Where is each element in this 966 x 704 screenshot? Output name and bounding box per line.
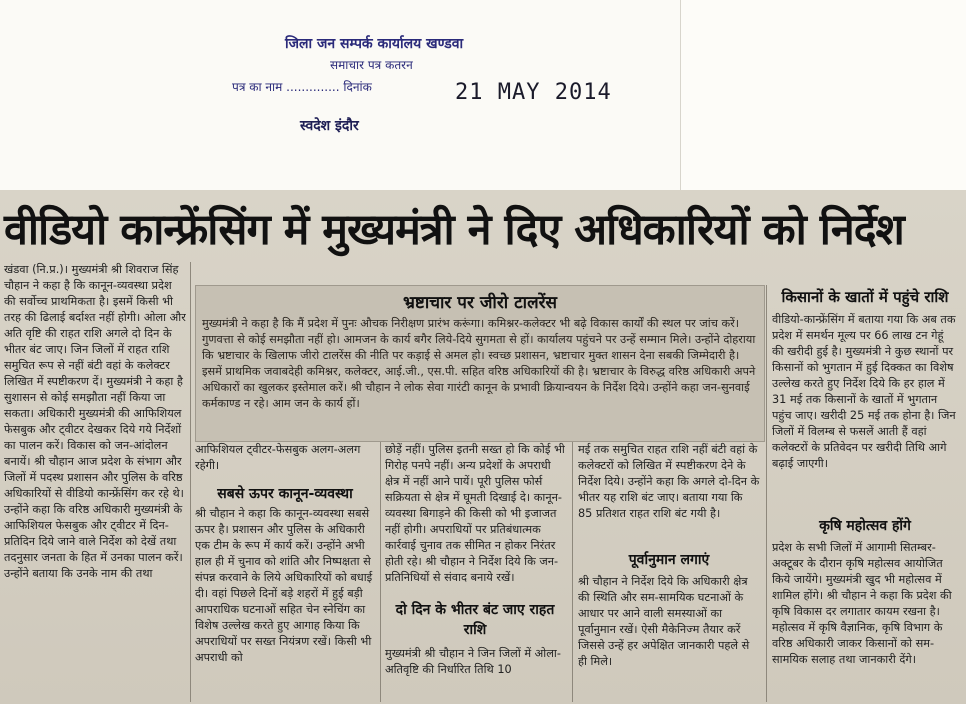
column-1-text: खंडवा (नि.प्र.)। मुख्यमंत्री श्री शिवराज सिंह चौहान ने कहा है कि कानून-व्यवस्था प्रदेश की सर्वोच्च प्राथमिकता है। इसमें किसी भी तरह की ढिलाई बर्दाश्त नहीं होगी। ओला और अति वृष्टि की राहत राशि अगले दो दिन के भीतर बंट जाए। जिन जिलों में राहत राशि समुचित रूप से नहीं बंटी वहां के कलेक्टर लिखित में स्पष्टीकरण दें। मुख्यमंत्री ने कहा है सुशासन से कोई समझौता नहीं किया जा सकता। अधिकारी मुख्यमंत्री की आफिशियल फेसबुक और ट्वीटर देखकर दिये गये निर्देशों का पालन करें। विकास को जन-आंदोलन बनायें। श्री चौहान आज प्रदेश के संभाग और जिलों में पदस्थ प्रशासन और पुलिस के वरिष्ठ अधिकारियों से वीडियो कान्फ्रेंसिंग कर रहे थे। उन्होंने कहा कि वरिष्ठ अधिकारी मुख्यमंत्री के आफिशियल फेसबुक और ट्वीटर में दिन-प्रतिदिन दिये जाने वाले निर्देश को देखें तथा तदनुसार जनता के हित में उनका पालन करें। उन्होंने बताया कि उनके नाम की तथा	[4, 263, 186, 580]
stamp-subtitle: समाचार पत्र कतरन	[330, 58, 413, 72]
column-3-body	[385, 646, 565, 702]
column-3-top	[385, 442, 565, 592]
column-divider	[190, 262, 191, 702]
column-2-top-text: आफिशियल ट्वीटर-फेसबुक अलग-अलग रहेगी।	[195, 443, 361, 472]
subhead-law-order: सबसे ऊपर कानून-व्यवस्था	[217, 486, 353, 502]
column-divider	[380, 442, 381, 702]
column-3-body-text: मुख्यमंत्री श्री चौहान ने जिन जिलों में ओला-अतिवृष्टि की निर्धारित तिथि 10	[385, 647, 561, 676]
column-2-body-text: श्री चौहान ने कहा कि कानून-व्यवस्था सबसे ऊपर है। प्रशासन और पुलिस के अधिकारी एक टीम के रूप में कार्य करें। उन्होंने अभी हाल ही में चुनाव को शांति और निष्पक्षता से संपन्न करवाने के लिये अधिकारियों को बधाई दी। वहां पिछले दिनों बड़े शहरों में हुई बड़ी आपराधिक घटनाओं सहित चेन स्नेचिंग का विशेष उल्लेख करते हुए आगाह किया कि अपराधियों पर सख्त नियंत्रण रखें। किसी भी अपराधी को	[195, 507, 373, 664]
column-5-body	[772, 540, 958, 702]
column-divider	[572, 442, 573, 702]
column-3-top-text: छोड़ें नहीं। पुलिस इतनी सख्त हो कि कोई भी गिरोह पनपे नहीं। अन्य प्रदेशों के अपराधी क्षेत्र में नहीं आने पायें। पूरी पुलिस फोर्स सक्रियता से क्षेत्र में घूमती दिखाई दे। कानून-व्यवस्था बिगाड़ने की किसी को भी इजाजत नहीं होगी। अपराधियों पर प्रतिबंधात्मक कार्रवाई चुनाव तक सीमित न होकर निरंतर होती रहे। श्री चौहान ने निर्देश दिये कि जन-प्रतिनिधियों से संवाद बनाये रखें।	[385, 443, 565, 584]
column-4-top-text: मई तक समुचित राहत राशि नहीं बंटी वहां के कलेक्टरों को लिखित में स्पष्टीकरण देने के निर्देश दिये। उन्होंने कहा कि अगले दो-दिन के भीतर यह राशि बंट जाए। बताया गया कि 85 प्रतिशत राहत राशि बंट गयी है।	[578, 443, 760, 520]
subhead-forecast: पूर्वानुमान लगाएं	[628, 552, 710, 568]
box-heading: भ्रष्टाचार पर जीरो टालरेंस	[402, 293, 558, 313]
column-5-top-text: वीडियो-कान्फ्रेंसिंग में बताया गया कि अब तक प्रदेश में समर्थन मूल्य पर 66 लाख टन गेहूं की खरीदी हुई है। मुख्यमंत्री ने कुछ स्थानों पर किसानों को भुगतान में हुई दिक्कत का विशेष उल्लेख करते हुए निर्देश दिये कि हर हाल में 31 मई तक किसानों के खातों में भुगतान पहुंच जाए। खरीदी 25 मई तक होना है। जिन जिलों में विलम्ब से फसलें आती हैं वहां कलेक्टरों के प्रतिवेदन पर खरीदी तिथि आगे बढ़ाई जाएगी।	[772, 313, 956, 470]
column-2-top	[195, 442, 375, 482]
boxed-section	[195, 285, 765, 442]
column-divider	[766, 285, 767, 702]
column-5-body-text: प्रदेश के सभी जिलों में आगामी सितम्बर-अक्टूबर के दौरान कृषि महोत्सव आयोजित किये जायेंगे। मुख्यमंत्री खुद भी महोत्सव में शामिल होंगे। श्री चौहान ने कहा कि प्रदेश की कृषि विकास दर लगातार कायम रखना है। महोत्सव में कृषि वैज्ञानिक, कृषि विभाग के वरिष्ठ अधिकारी जाकर किसानों को सम-सामयिक सलाह तथा जानकारी देंगे।	[772, 541, 952, 666]
column-5-top	[772, 312, 958, 512]
subhead-agri-festival: कृषि महोत्सव होंगे	[819, 518, 911, 534]
stamp-date: 21 MAY 2014	[455, 80, 612, 105]
stamp-paper-name-label: पत्र का नाम .............. दिनांक	[232, 80, 372, 94]
clipping-slip	[0, 0, 681, 191]
column-4-top	[578, 442, 760, 538]
article-headline: वीडियो कान्फ्रेंसिंग में मुख्यमंत्री ने दिए अधिकारियों को निर्देश	[4, 205, 904, 255]
office-stamp-title: जिला जन सम्पर्क कार्यालय खण्डवा	[285, 36, 464, 52]
column-4-body	[578, 574, 760, 702]
box-text: मुख्यमंत्री ने कहा है कि मैं प्रदेश में पुनः औचक निरीक्षण प्रारंभ करूंगा। कमिश्नर-कलेक्टर भी बढ़े विकास कार्यों की स्थल पर जांच करें। गुणवत्ता से कोई समझौता नहीं हो। आमजन के कार्य बगैर लिये-दिये सुगमता से हों। कार्यालय पहुंचने पर उन्हें सम्मान मिले। उन्होंने दोहराया कि भ्रष्टाचार के खिलाफ जीरो टालरेंस की नीति पर कड़ाई से अमल हो। स्वच्छ प्रशासन, भ्रष्टाचार मुक्त शासन देना सबकी जिम्मेदारी है। इसमें प्राथमिक जवाबदेही कमिश्नर, कलेक्टर, आई.जी., एस.पी. सहित वरिष्ठ अधिकारियों की है। भ्रष्टाचार के विरुद्ध वरिष्ठ अधिकारी अपने अधिकारों का खुलकर इस्तेमाल करें। श्री चौहान ने लोक सेवा गारंटी कानून के प्रभावी क्रियान्वयन के निर्देश दिये। उन्होंने कहा जन-सुनवाई कर्मकाण्ड न रहे। आम जन के कार्य हों।	[202, 317, 756, 410]
newspaper-clipping	[0, 190, 966, 704]
column-4-body-text: श्री चौहान ने निर्देश दिये कि अधिकारी क्षेत्र की स्थिति और सम-सामयिक घटनाओं के आधार पर आने वाली समस्याओं का पूर्वानुमान रखें। ऐसी मैकेनिज्म तैयार करें जिससे उन्हें हर अपेक्षित जानकारी पहले से ही मिले।	[578, 575, 750, 668]
newspaper-name: स्वदेश इंदौर	[300, 118, 359, 134]
column-1	[4, 262, 186, 702]
subhead-relief: दो दिन के भीतर बंट जाए राहत राशि	[395, 602, 555, 638]
subhead-farmers: किसानों के खातों में पहुंचे राशि	[781, 288, 949, 306]
column-2-body	[195, 506, 375, 702]
